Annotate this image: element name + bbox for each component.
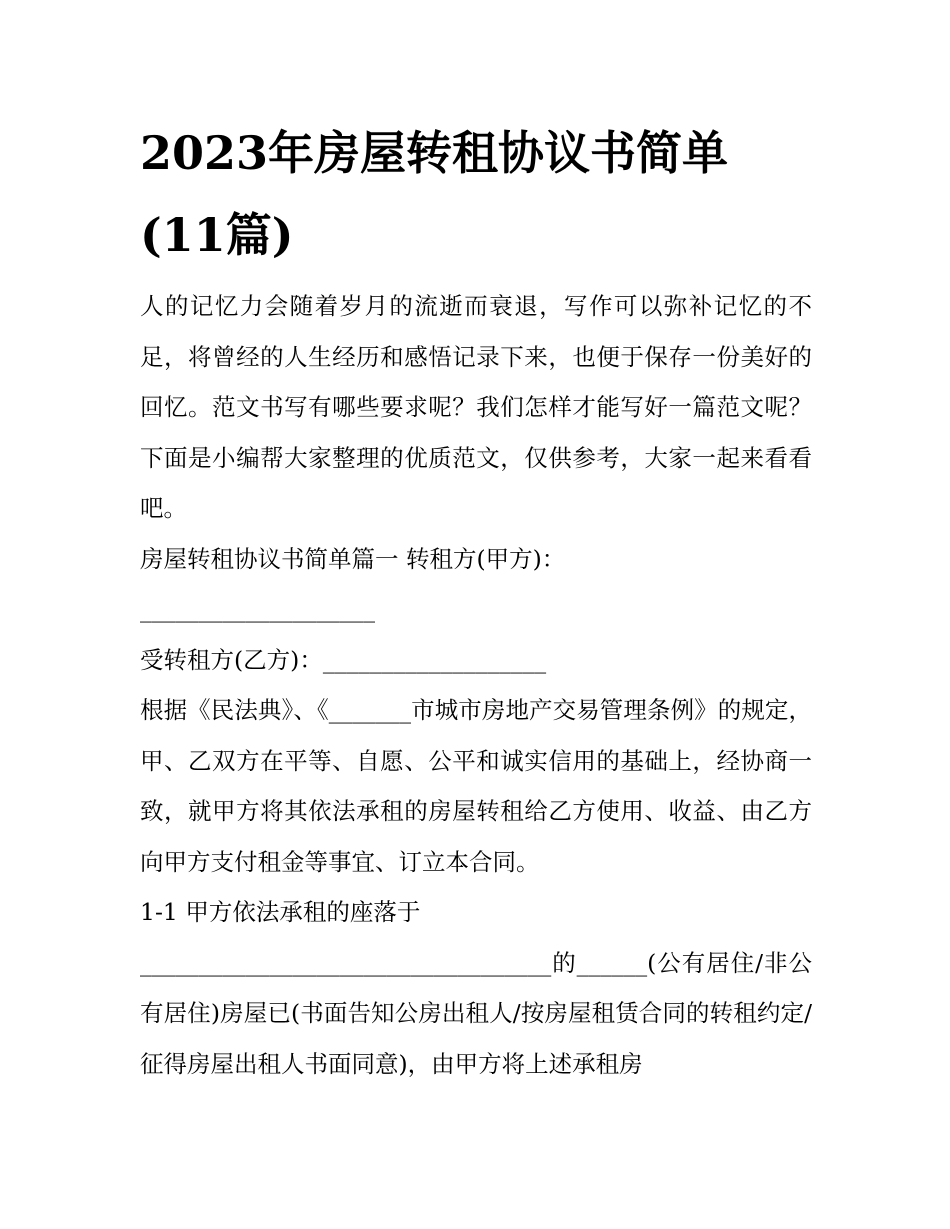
paragraph-basis: 根据《民法典》、《_______市城市房地产交易管理条例》的规定，甲、乙双方在平等、自愿、公平和诚实信用的基础上，经协商一致，就甲方将其依法承租的房屋转租给乙方使用、收益、由乙方向甲方支付租金等事宜、订立本合同。: [140, 696, 812, 876]
document-title: 2023年房屋转租协议书简单 (11篇): [140, 126, 729, 262]
paragraph-intro: 人的记忆力会随着岁月的流逝而衰退，写作可以弥补记忆的不足，将曾经的人生经历和感悟记录下来，也便于保存一份美好的回忆。范文书写有哪些要求呢？我们怎样才能写好一篇范文呢？下面是小编帮大家整理的优质范文，仅供参考，大家一起来看看吧。: [140, 292, 812, 522]
paragraph-lessor: 房屋转租协议书简单篇一 转租方(甲方)： ____________________: [140, 544, 566, 623]
paragraph-lessee: 受转租方(乙方)：___________________: [140, 645, 547, 674]
paragraph-clause-1-1: 1-1 甲方依法承租的座落于 ___________________________________的______(公有居住/非公有居住)房屋已(书面告知公房出租人/按房屋租赁合同的转租约定/征得房屋出租人书面同意)，由甲方将上述承租房: [140, 898, 812, 1078]
document-body: [140, 281, 812, 1089]
